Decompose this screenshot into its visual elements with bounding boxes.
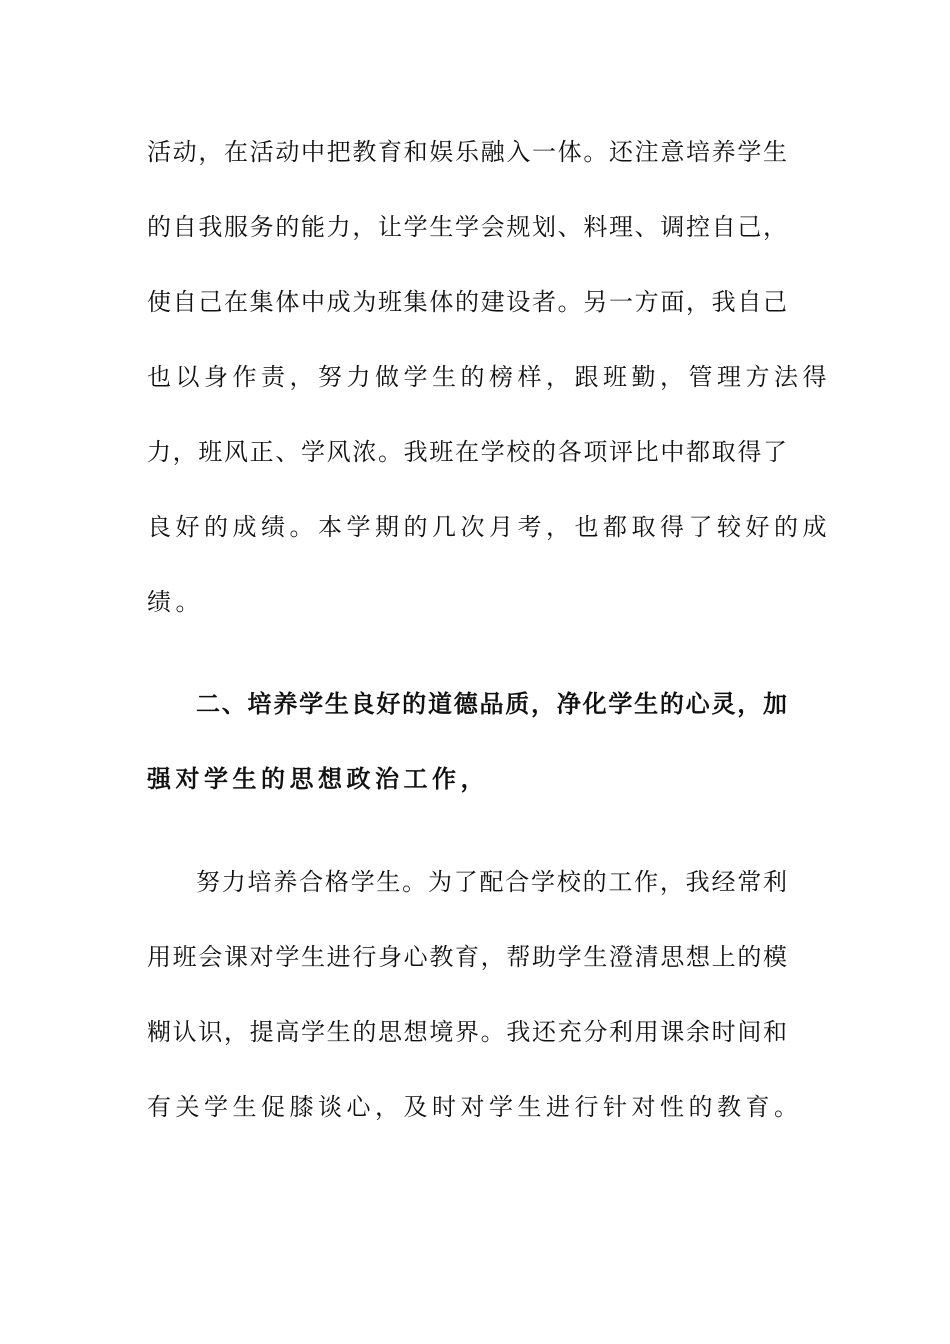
paragraph-line: 也以身作责，努力做学生的榜样，跟班勤，管理方法得 — [147, 363, 831, 391]
paragraph-line: 良好的成绩。本学期的几次月考，也都取得了较好的成 — [147, 513, 831, 541]
paragraph-line: 糊认识，提高学生的思想境界。我还充分利用课余时间和 — [147, 1018, 787, 1046]
paragraph-line: 的自我服务的能力，让学生学会规划、料理、调控自己， — [147, 213, 787, 241]
paragraph-line: 努力培养合格学生。为了配合学校的工作，我经常利 — [196, 868, 787, 896]
paragraph-line: 有关学生促膝谈心，及时对学生进行针对性的教育。 — [147, 1093, 803, 1121]
paragraph-line: 用班会课对学生进行身心教育，帮助学生澄清思想上的模 — [147, 943, 787, 971]
section-heading-line: 二、培养学生良好的道德品质，净化学生的心灵，加 — [196, 690, 787, 718]
section-heading-line: 强对学生的思想政治工作， — [147, 765, 489, 793]
paragraph-line: 使自己在集体中成为班集体的建设者。另一方面，我自己 — [147, 288, 787, 316]
paragraph-line: 力，班风正、学风浓。我班在学校的各项评比中都取得了 — [147, 438, 787, 466]
paragraph-line: 活动，在活动中把教育和娱乐融入一体。还注意培养学生 — [147, 138, 787, 166]
paragraph-line: 绩。 — [147, 588, 204, 616]
